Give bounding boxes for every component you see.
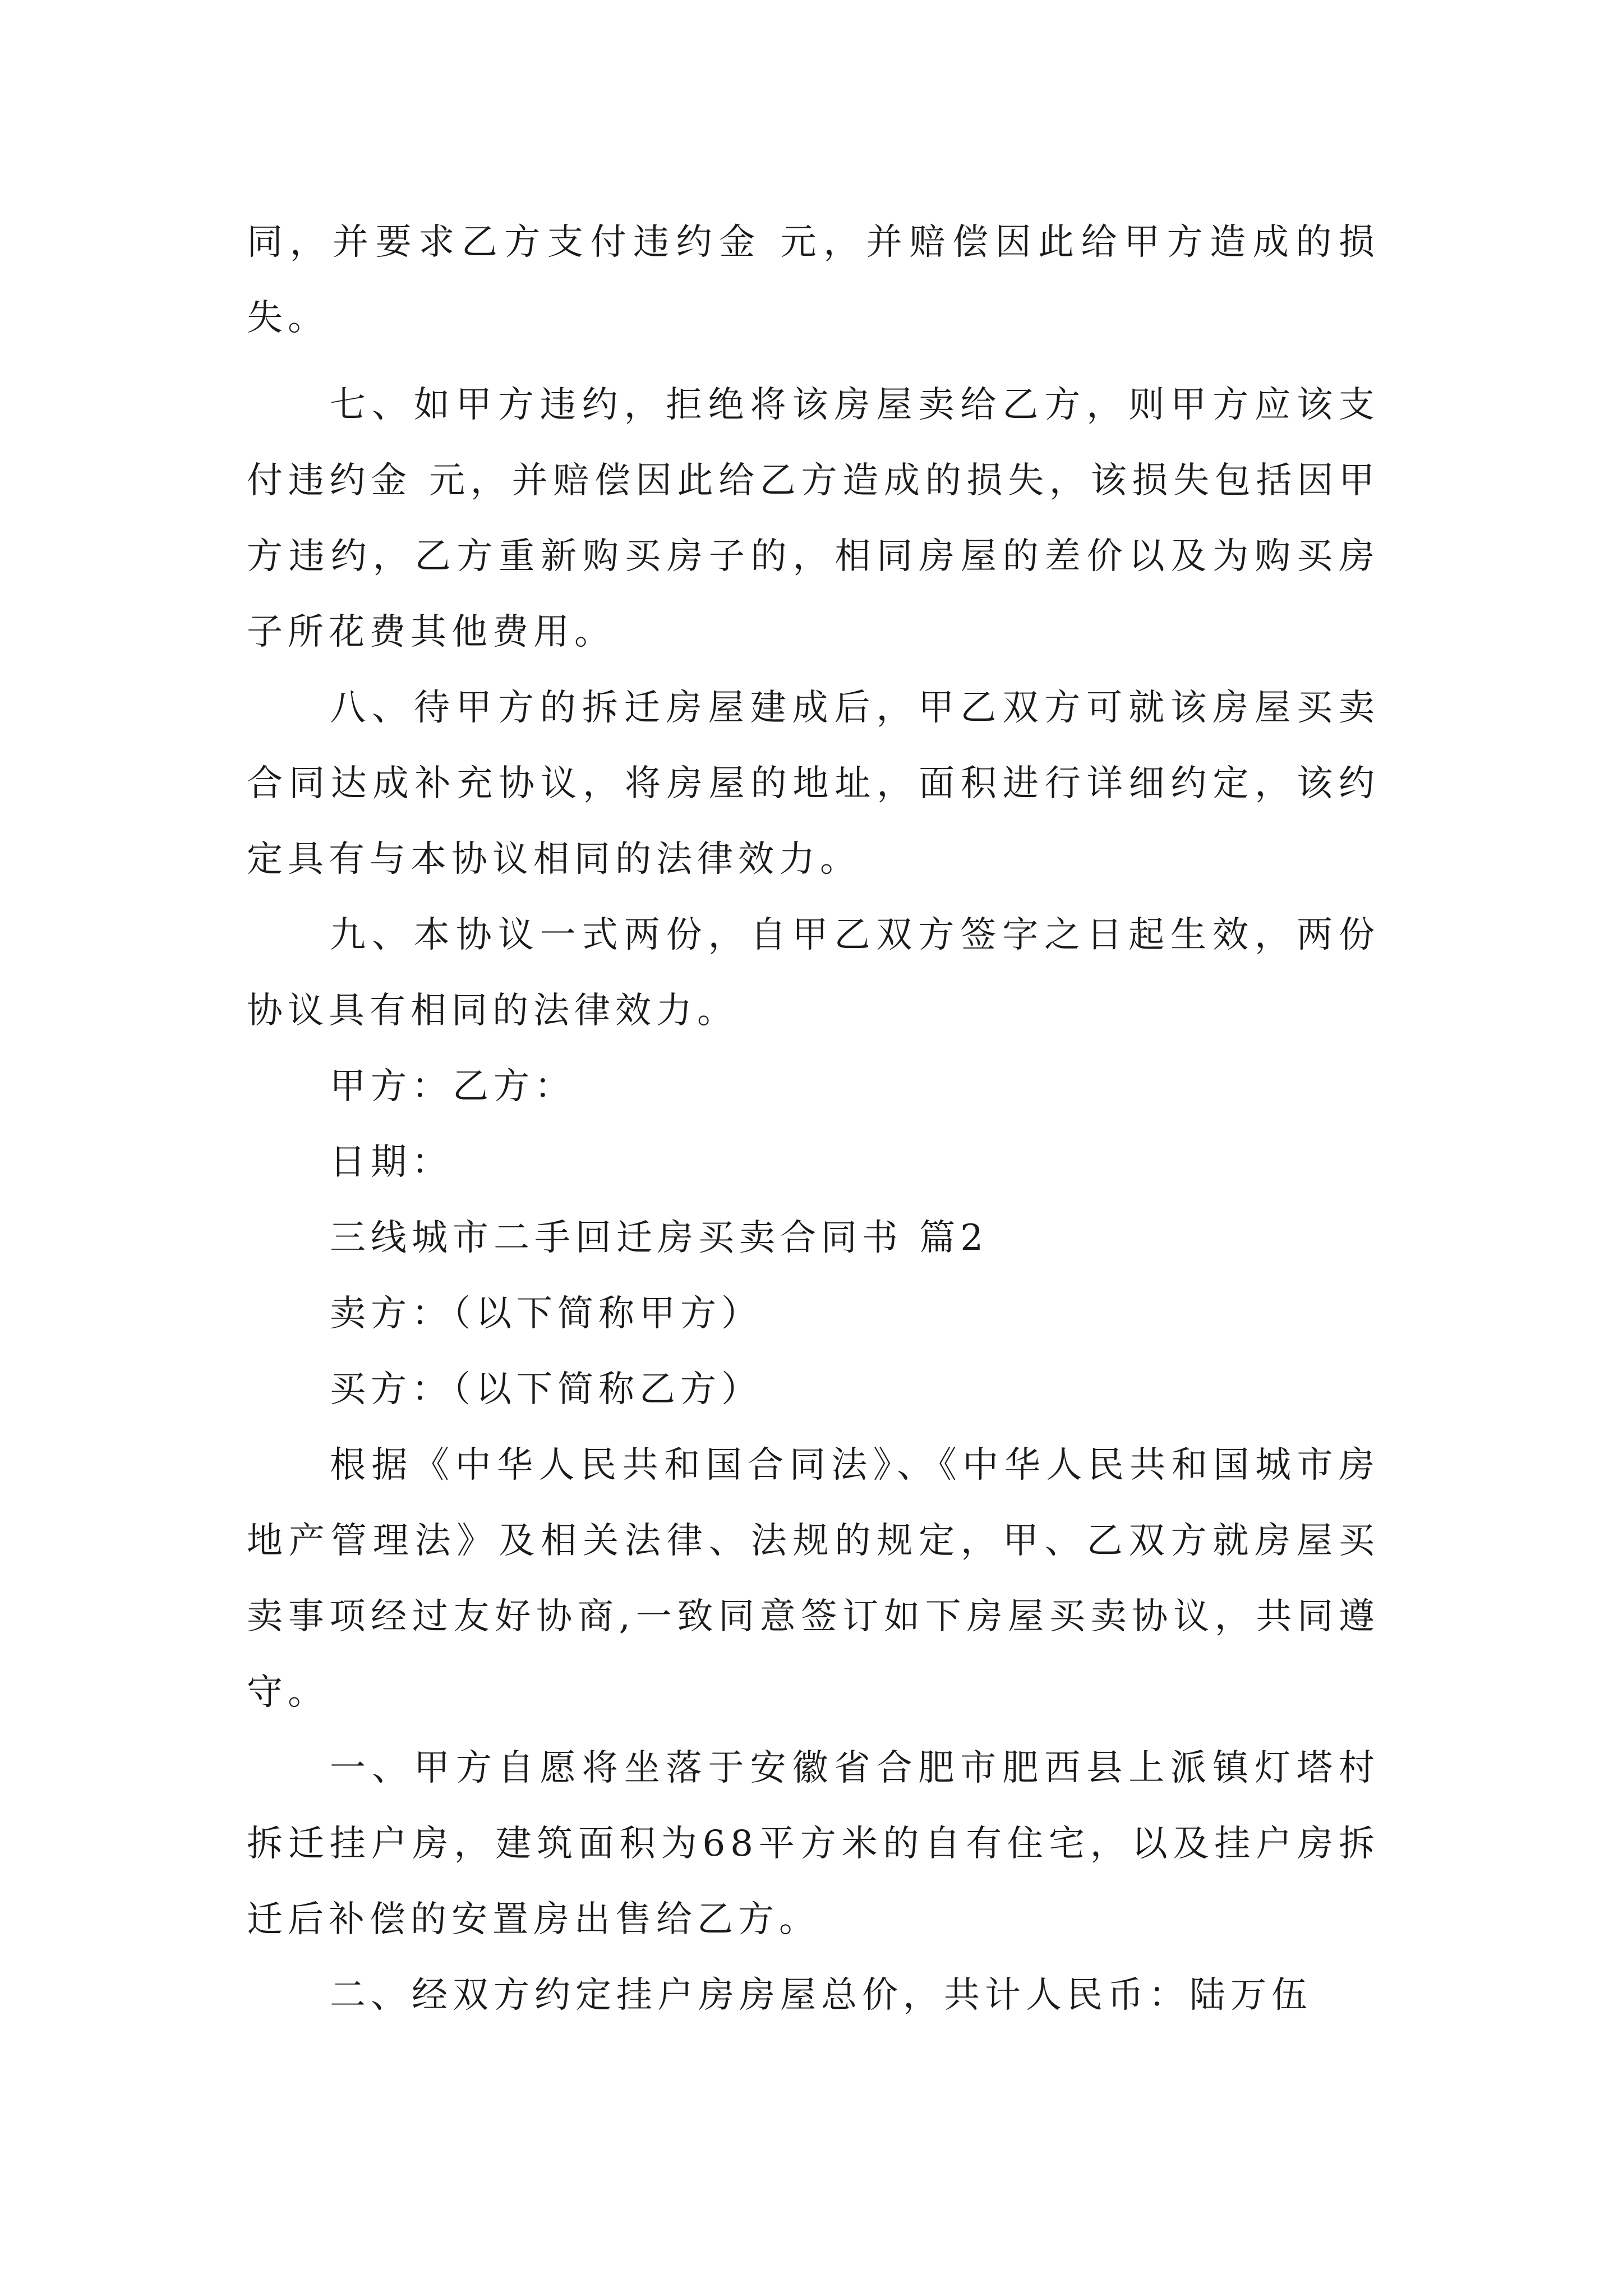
paragraph-clause-8: 八、待甲方的拆迁房屋建成后，甲乙双方可就该房屋买卖合同达成补充协议，将房屋的地址，面积进行详细约定，该约定具有与本协议相同的法律效力。 <box>247 687 1380 880</box>
document-body <box>247 205 1380 2033</box>
paragraph-clause-9: 九、本协议一式两份，自甲乙双方签字之日起生效，两份协议具有相同的法律效力。 <box>247 914 1380 1032</box>
paragraph-clause-2: 二、经双方约定挂户房房屋总价，共计人民币：陆万伍 <box>330 1975 1312 2016</box>
paragraph-clause-7: 七、如甲方违约，拒绝将该房屋卖给乙方，则甲方应该支付违约金 元，并赔偿因此给乙方造成的损失，该损失包括因甲方违约，乙方重新购买房子的，相同房屋的差价以及为购买房子所花费其他费用。 <box>247 384 1380 653</box>
contract-title-part-2: 三线城市二手回迁房买卖合同书 篇2 <box>330 1217 989 1259</box>
buyer-line: 买方：（以下简称乙方） <box>330 1369 762 1410</box>
date-line: 日期： <box>330 1142 453 1183</box>
signature-parties-line: 甲方：乙方： <box>330 1066 575 1107</box>
paragraph-legal-basis: 根据《中华人民共和国合同法》、《中华人民共和国城市房地产管理法》及相关法律、法规的规定，甲、乙双方就房屋买卖事项经过友好协商,一致同意签订如下房屋买卖协议，共同遵守。 <box>247 1444 1380 1713</box>
paragraph-clause-1: 一、甲方自愿将坐落于安徽省合肥市肥西县上派镇灯塔村拆迁挂户房，建筑面积为68平方米的自有住宅，以及挂户房拆迁后补偿的安置房出售给乙方。 <box>247 1747 1380 1940</box>
paragraph-breach-buyer-continued: 同，并要求乙方支付违约金 元，并赔偿因此给甲方造成的损失。 <box>247 222 1380 339</box>
seller-line: 卖方：（以下简称甲方） <box>330 1293 762 1335</box>
